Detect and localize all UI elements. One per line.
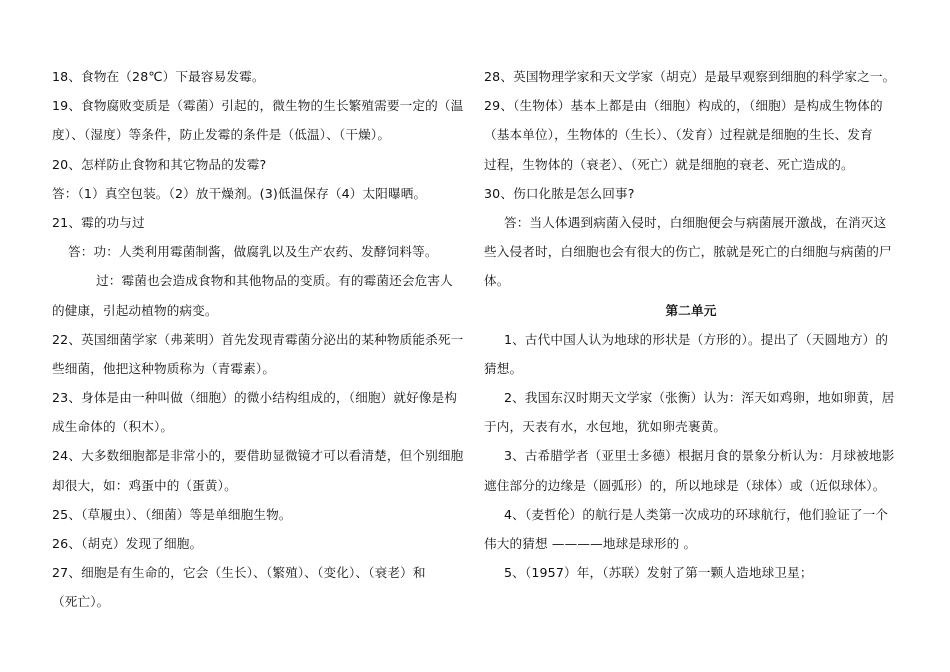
text-line: 于内，天表有水，水包地，犹如卵壳裹黄。 xyxy=(484,419,727,435)
text-line: 猜想。 xyxy=(484,360,523,376)
text-line: 24、大多数细胞都是非常小的，要借助显微镜才可以看清楚，但个别细胞 xyxy=(52,448,464,464)
text-line: 29、（生物体）基本上都是由（细胞）构成的，（细胞）是构成生物体的 xyxy=(484,98,883,114)
text-line: 的健康，引起动植物的病变。 xyxy=(52,302,218,318)
text-line: 26、（胡克）发现了细胞。 xyxy=(52,536,203,551)
text-line: 5、（1957）年，（苏联）发射了第一颗人造地球卫星； xyxy=(504,565,813,581)
text-line: 伟大的猜想 ————地球是球形的 。 xyxy=(484,536,697,551)
text-line: 答：功：人类利用霉菌制酱，做腐乳以及生产农药、发酵饲料等。 xyxy=(68,244,438,260)
text-line: 些入侵者时，白细胞也会有很大的伤亡，脓就是死亡的白细胞与病菌的尸 xyxy=(484,244,892,260)
text-line: （基本单位），生物体的（生长）、（发育）过程就是细胞的生长、发育 xyxy=(484,127,873,143)
text-line: 过：霉菌也会造成食物和其他物品的变质。有的霉菌还会危害人 xyxy=(96,273,453,289)
text-line: 28、英国物理学家和天文学家（胡克）是最早观察到细胞的科学家之一。 xyxy=(484,69,896,84)
text-line: 答：当人体遇到病菌入侵时，白细胞便会与病菌展开激战，在消灭这 xyxy=(504,214,887,230)
text-line: 3、古希腊学者（亚里士多德）根据月食的景象分析认为：月球被地影 xyxy=(504,448,895,464)
text-line: 22、英国细菌学家（弗莱明）首先发现青霉菌分泌出的某种物质能杀死一 xyxy=(52,331,464,347)
text-line: 18、食物在（28℃）下最容易发霉。 xyxy=(52,69,265,84)
text-line: 1、古代中国人认为地球的形状是（方形的）。提出了（天圆地方）的 xyxy=(504,331,889,347)
text-line: 些细菌，他把这种物质称为（青霉素）。 xyxy=(52,360,276,376)
text-line: 成生命体的（积木）。 xyxy=(52,419,174,435)
section-heading: 第二单元 xyxy=(665,302,717,318)
text-line: 20、怎样防止食物和其它物品的发霉? xyxy=(52,156,267,172)
text-line: 30、伤口化脓是怎么回事? xyxy=(484,185,635,201)
text-line: 2、我国东汉时期天文学家（张衡）认为：浑天如鸡卵，地如卵黄，居 xyxy=(504,390,895,406)
text-line: 度）、（湿度）等条件，防止发霉的条件是（低温）、（干燥）。 xyxy=(52,127,391,143)
text-line: 答：（1）真空包装。（2）放干燥剂。(3)低温保存（4）太阳曝晒。 xyxy=(52,185,427,201)
text-line: 过程，生物体的（衰老）、（死亡）就是细胞的衰老、死亡造成的。 xyxy=(484,156,854,172)
text-line: 27、细胞是有生命的，它会（生长）、（繁殖）、（变化）、（衰老）和 xyxy=(52,565,426,581)
text-line: 21、霉的功与过 xyxy=(52,214,145,230)
text-line: 4、（麦哲伦）的航行是人类第一次成功的环球航行，他们验证了一个 xyxy=(504,506,889,522)
text-line: 23、身体是由一种叫做（细胞）的微小结构组成的，（细胞）就好像是构 xyxy=(52,390,458,406)
text-line: 25、（草履虫）、（细菌）等是单细胞生物。 xyxy=(52,506,292,522)
text-line: 体。 xyxy=(484,273,510,289)
text-line: 遮住部分的边缘是（圆弧形）的，所以地球是（球体）或（近似球体）。 xyxy=(484,477,886,493)
right-column xyxy=(484,62,898,587)
text-line: （死亡）。 xyxy=(52,594,110,610)
left-column xyxy=(52,62,466,617)
text-line: 19、食物腐败变质是（霉菌）引起的，微生物的生长繁殖需要一定的（温 xyxy=(52,98,464,114)
text-line: 却很大，如：鸡蛋中的（蛋黄）。 xyxy=(52,477,237,493)
